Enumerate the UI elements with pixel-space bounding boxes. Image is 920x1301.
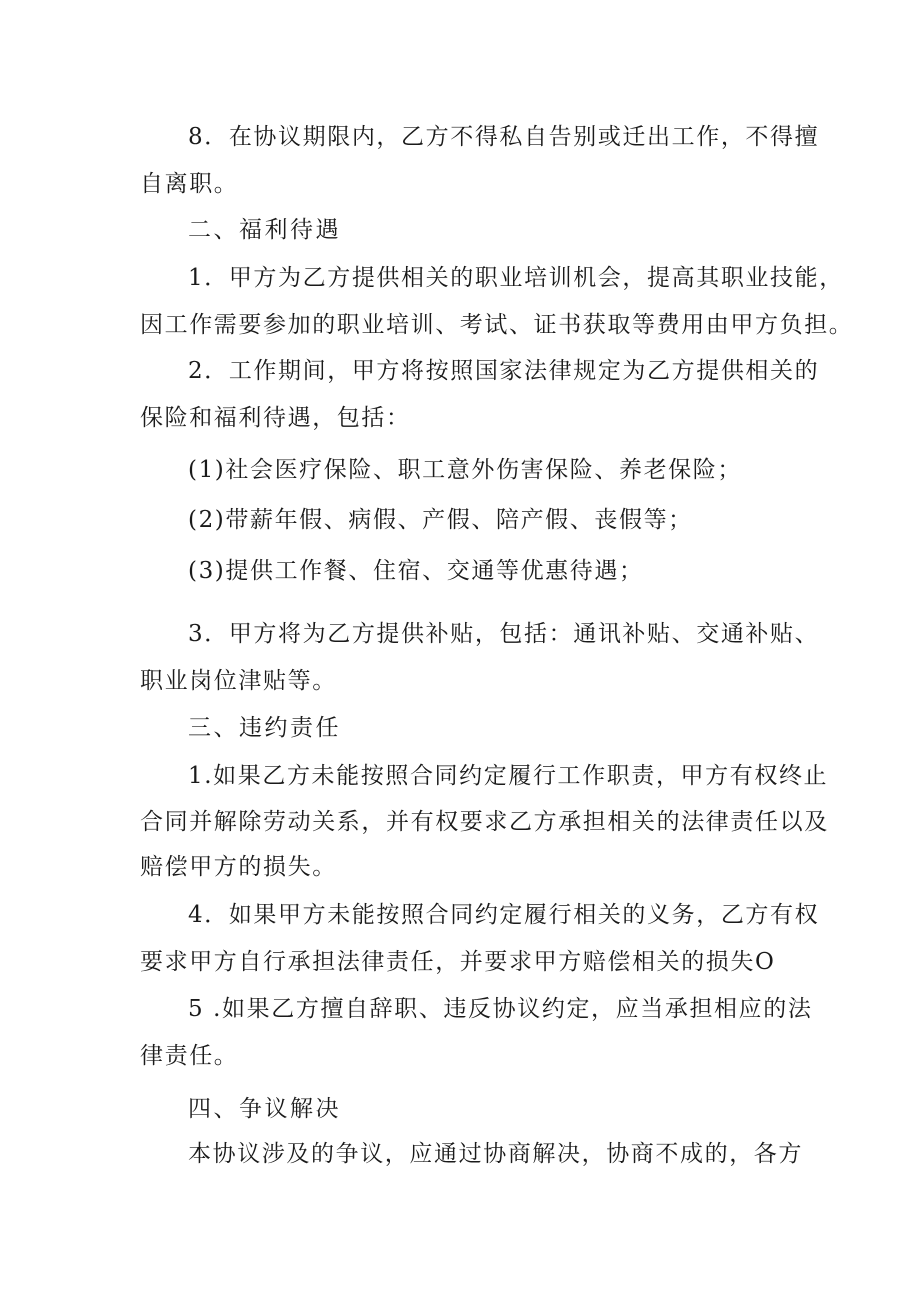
dispute-paragraph-line-1: 本协议涉及的争议，应通过协商解决，协商不成的，各方 (188, 1141, 803, 1167)
liability-item-1-line-2: 合同并解除劳动关系，并有权要求乙方承担相关的法律责任以及 (140, 809, 829, 835)
welfare-item-3-line-1: 3．甲方将为乙方提供补贴，包括：通讯补贴、交通补贴、 (188, 621, 820, 647)
welfare-item-3-line-2: 职业岗位津贴等。 (140, 668, 337, 694)
section-heading-dispute: 四、争议解决 (188, 1096, 341, 1122)
welfare-item-2-line-2: 保险和福利待遇，包括： (140, 405, 411, 431)
section-heading-liability: 三、违约责任 (188, 715, 341, 741)
welfare-subitem-3: (3)提供工作餐、住宿、交通等优惠待遇； (188, 558, 644, 584)
welfare-subitem-1: (1)社会医疗保险、职工意外伤害保险、养老保险； (188, 457, 742, 483)
welfare-subitem-2: (2)带薪年假、病假、产假、陪产假、丧假等； (188, 507, 693, 533)
liability-item-5-line-2: 律责任。 (140, 1043, 239, 1069)
liability-item-1-line-1: 1.如果乙方未能按照合同约定履行工作职责，甲方有权终止 (188, 763, 829, 789)
welfare-item-2-line-1: 2．工作期间，甲方将按照国家法律规定为乙方提供相关的 (188, 358, 820, 384)
liability-item-1-line-3: 赔偿甲方的损失。 (140, 854, 337, 880)
clause-8-line-2: 自离职。 (140, 171, 239, 197)
liability-item-4-line-1: 4．如果甲方未能按照合同约定履行相关的义务，乙方有权 (188, 902, 820, 928)
clause-8-line-1: 8．在协议期限内，乙方不得私自告别或迁出工作，不得擅 (188, 124, 820, 150)
section-heading-welfare: 二、福利待遇 (188, 217, 341, 243)
welfare-item-1-line-2: 因工作需要参加的职业培训、考试、证书获取等费用由甲方负担。 (140, 312, 854, 338)
liability-item-5-line-1: 5 .如果乙方擅自辞职、违反协议约定，应当承担相应的法 (188, 996, 813, 1022)
welfare-item-1-line-1: 1．甲方为乙方提供相关的职业培训机会，提高其职业技能， (188, 265, 844, 291)
liability-item-4-line-2: 要求甲方自行承担法律责任，并要求甲方赔偿相关的损失O (140, 949, 776, 975)
